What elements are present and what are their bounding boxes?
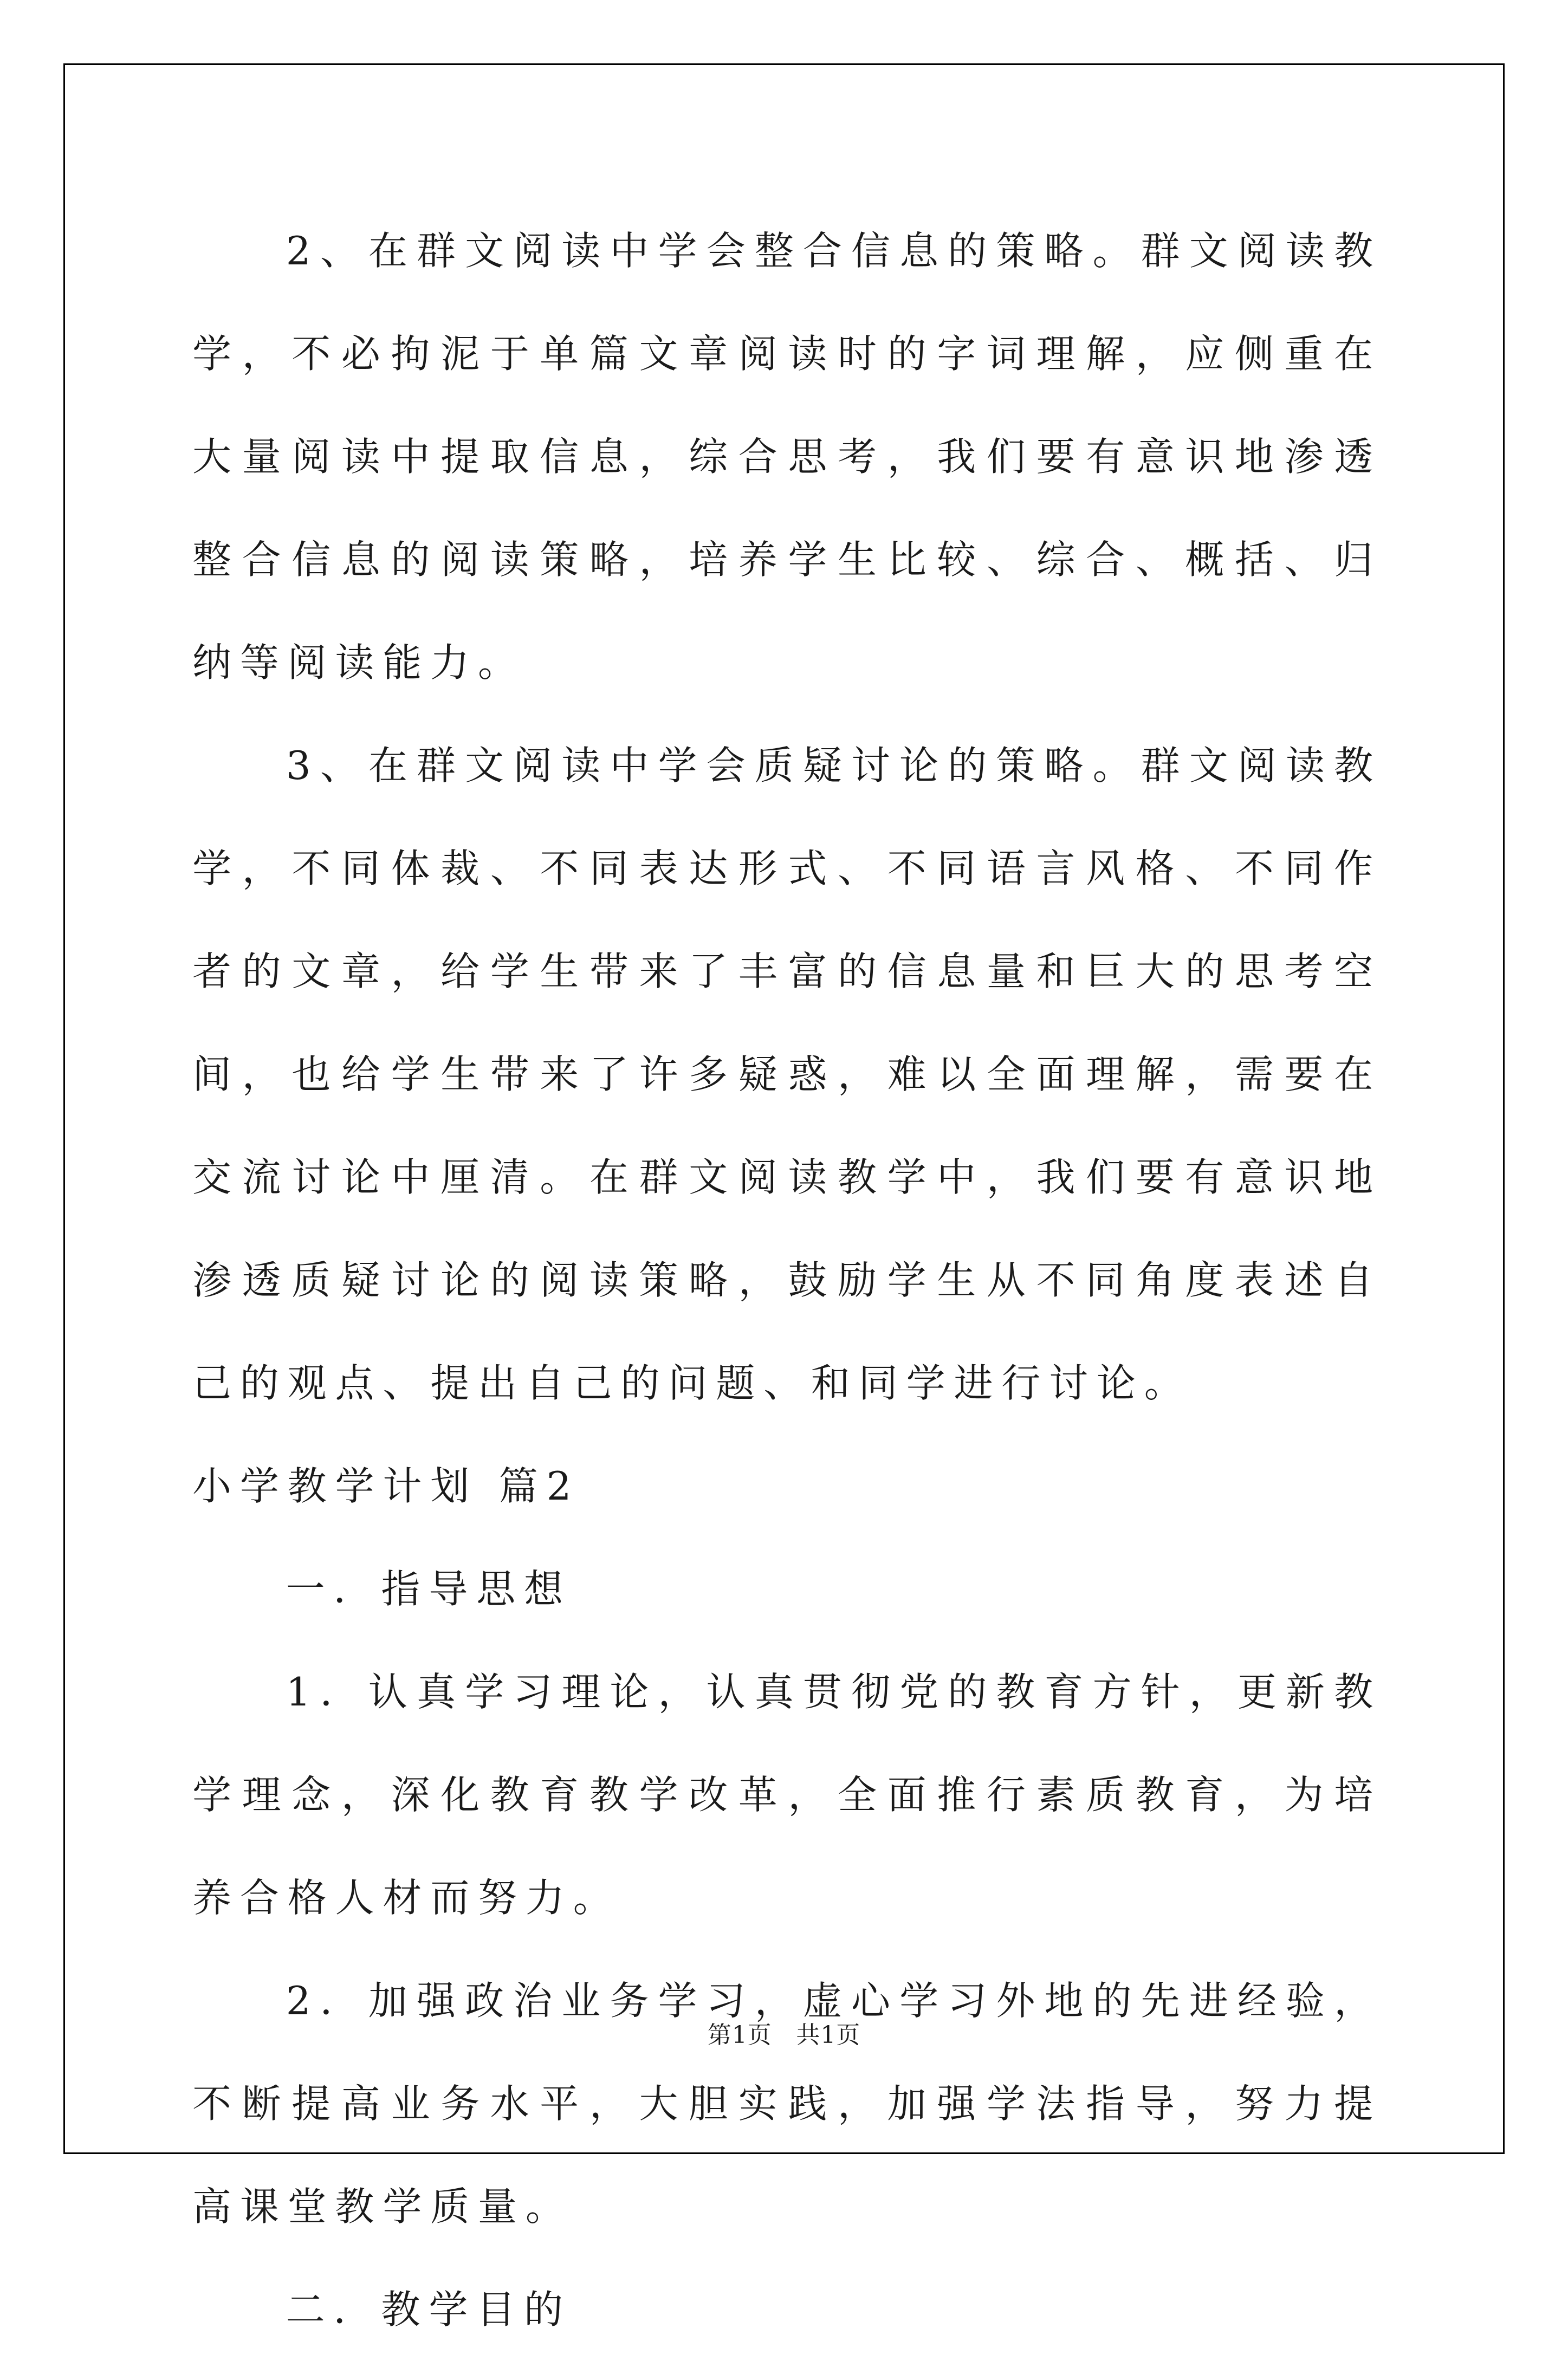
paragraph-item-2: 2．加强政治业务学习，虚心学习外地的先进经验，不断提高业务水平，大胆实践，加强学法指导，努力提高课堂教学质量。 <box>192 1978 1382 2229</box>
page-footer: 第1页 共1页 <box>707 2021 861 2049</box>
section-heading: 小学教学计划 篇2 <box>192 1463 580 1509</box>
subheading-guiding-thought: 一．指导思想 <box>286 1566 572 1612</box>
paragraph-item-1: 1．认真学习理论，认真贯彻党的教育方针，更新教学理念，深化教育教学改革，全面推行素质教育，为培养合格人材而努力。 <box>192 1669 1382 1921</box>
subheading-teaching-goals: 二．教学目的 <box>286 2287 572 2332</box>
paragraph-strategy-question: 3、在群文阅读中学会质疑讨论的策略。群文阅读教学，不同体裁、不同表达形式、不同语言风格、不同作者的文章，给学生带来了丰富的信息量和巨大的思考空间，也给学生带来了许多疑惑，难以全面理解，需要在交流讨论中厘清。在群文阅读教学中，我们要有意识地渗透质疑讨论的阅读策略，鼓励学生从不同角度表述自己的观点、提出自己的问题、和同学进行讨论。 <box>192 743 1382 1406</box>
paragraph-strategy-integrate: 2、在群文阅读中学会整合信息的策略。群文阅读教学，不必拘泥于单篇文章阅读时的字词理解，应侧重在大量阅读中提取信息，综合思考，我们要有意识地渗透整合信息的阅读策略，培养学生比较、综合、概括、归纳等阅读能力。 <box>192 228 1382 685</box>
